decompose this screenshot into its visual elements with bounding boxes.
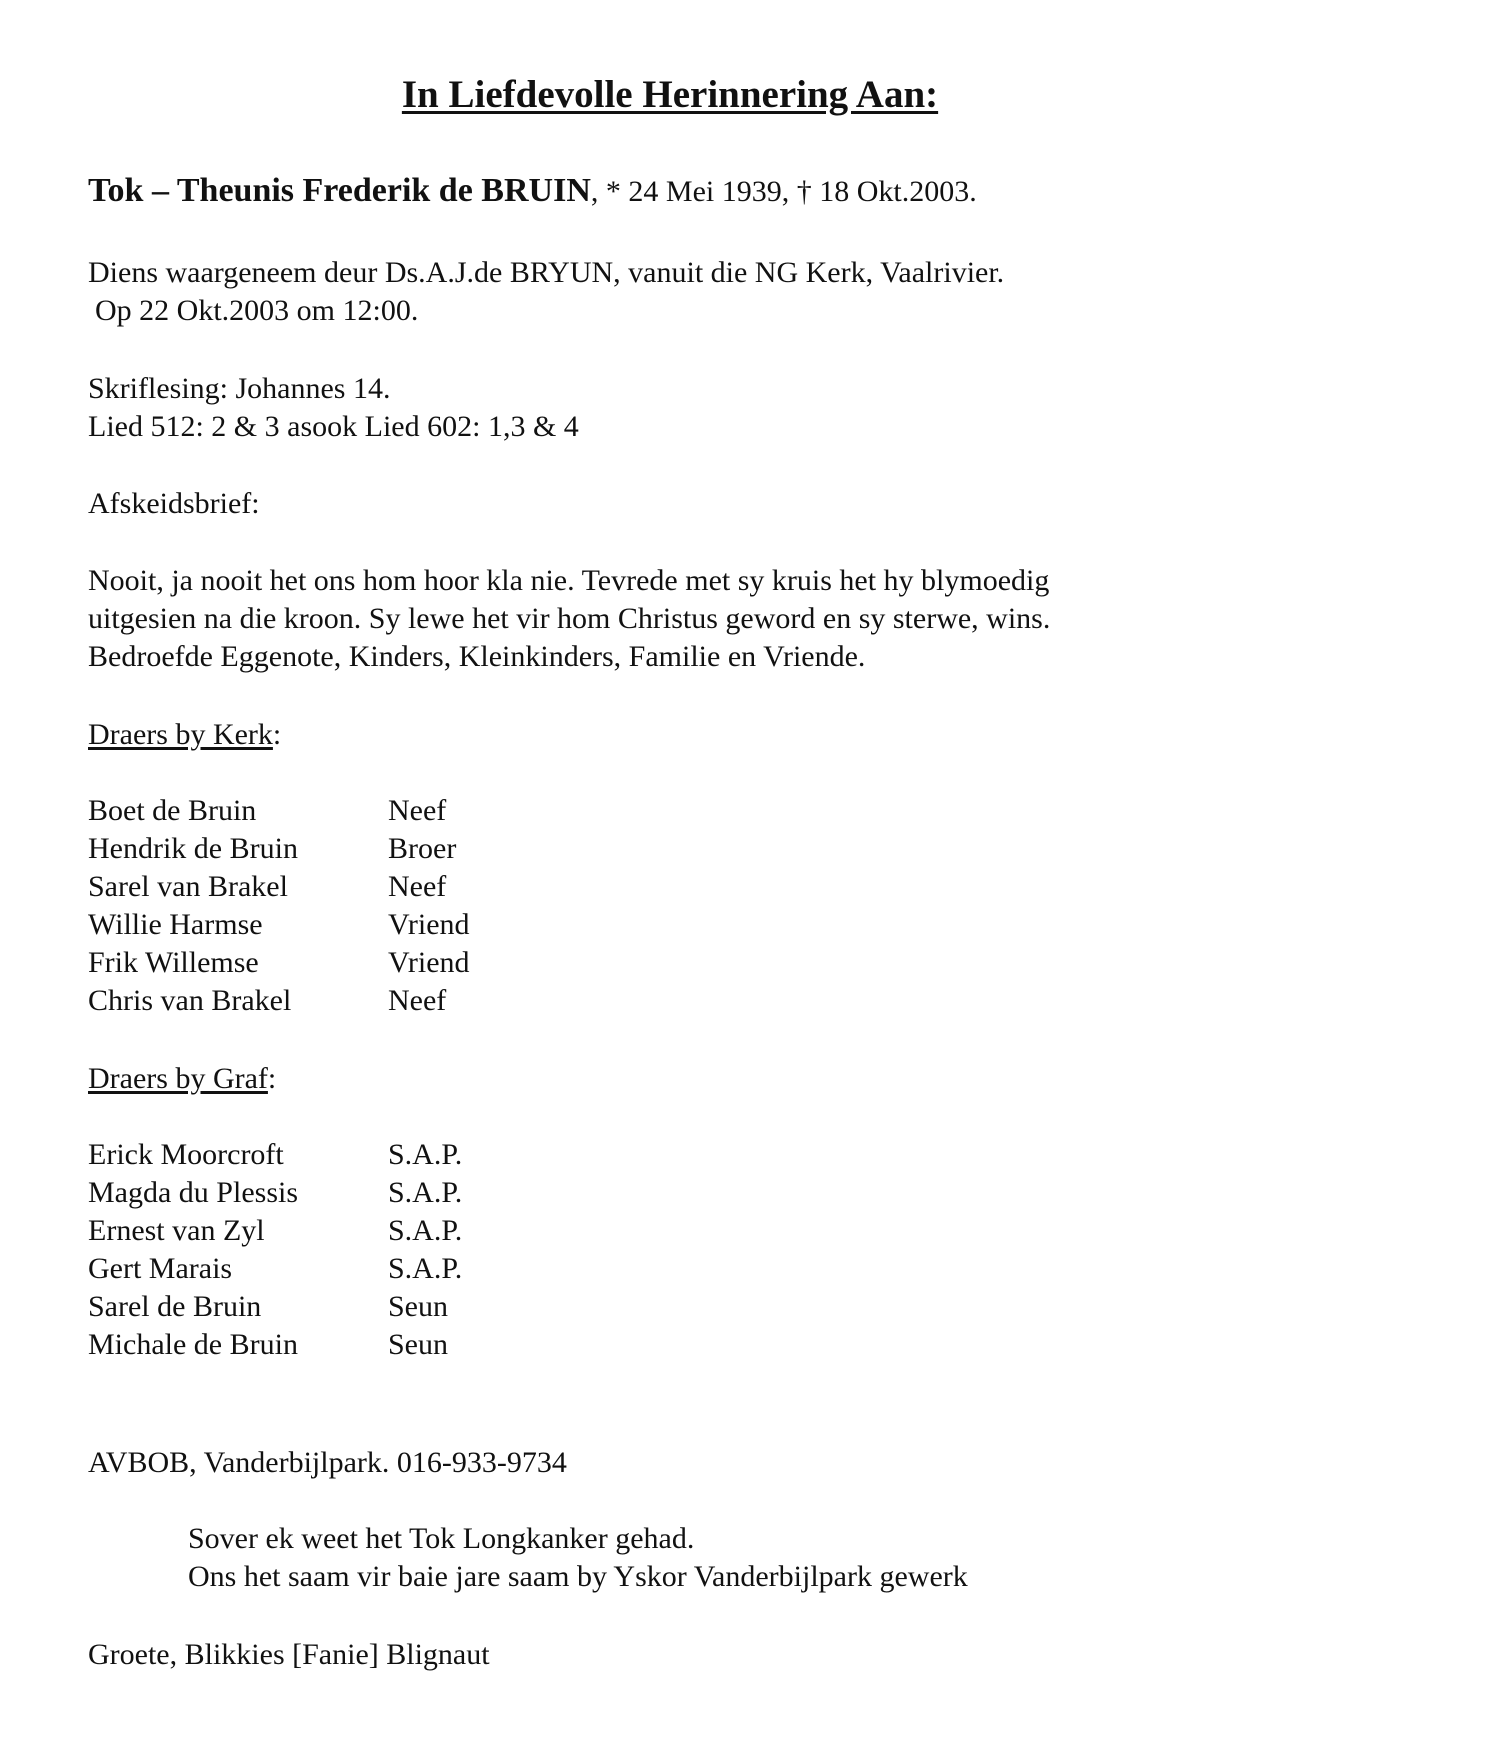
deceased-line: [88, 174, 977, 208]
service-line-1: Diens waargeneem deur Ds.A.J.de BRYUN, vanuit die NG Kerk, Vaalrivier.: [88, 256, 1005, 289]
bearer-relation: Broer: [388, 832, 457, 865]
bearer-relation: Seun: [388, 1290, 448, 1323]
grave-bearers-heading-text: Draers by Graf: [88, 1062, 268, 1095]
church-bearers-heading-text: Draers by Kerk: [88, 718, 273, 751]
list-item: [88, 948, 470, 978]
list-item: [88, 986, 446, 1016]
hymns: Lied 512: 2 & 3 asook Lied 602: 1,3 & 4: [88, 410, 579, 443]
farewell-line-2: uitgesien na die kroon. Sy lewe het vir hom Christus geword en sy sterwe, wins.: [88, 602, 1051, 635]
farewell-line-1: Nooit, ja nooit het ons hom hoor kla nie. Tevrede met sy kruis het hy blymoedig: [88, 564, 1050, 597]
bearer-name: Hendrik de Bruin: [88, 832, 298, 865]
bearer-relation: Neef: [388, 794, 447, 827]
signoff: Groete, Blikkies [Fanie] Blignaut: [88, 1638, 490, 1671]
grave-bearers-heading: [88, 1064, 276, 1094]
bearer-relation: S.A.P.: [388, 1214, 463, 1247]
grave-bearers-heading-colon: :: [267, 1062, 277, 1095]
list-item: [88, 1254, 462, 1284]
list-item: [88, 872, 446, 902]
list-item: [88, 796, 446, 826]
bearer-relation: S.A.P.: [388, 1176, 463, 1209]
note-line-2: Ons het saam vir baie jare saam by Yskor Vanderbijlpark gewerk: [188, 1560, 968, 1593]
funeral-home: AVBOB, Vanderbijlpark. 016-933-9734: [88, 1446, 567, 1479]
farewell-line-3: Bedroefde Eggenote, Kinders, Kleinkinders, Familie en Vriende.: [88, 640, 866, 673]
scripture-reading: Skriflesing: Johannes 14.: [88, 372, 391, 405]
bearer-name: Willie Harmse: [88, 908, 263, 941]
bearer-name: Michale de Bruin: [88, 1328, 298, 1361]
bearer-relation: Neef: [388, 984, 447, 1017]
bearer-relation: S.A.P.: [388, 1252, 463, 1285]
bearer-name: Magda du Plessis: [88, 1176, 298, 1209]
bearer-name: Gert Marais: [88, 1252, 233, 1285]
bearer-relation: Seun: [388, 1328, 448, 1361]
bearer-name: Chris van Brakel: [88, 984, 292, 1017]
service-line-2: Op 22 Okt.2003 om 12:00.: [95, 294, 419, 327]
bearer-name: Sarel van Brakel: [88, 870, 288, 903]
church-bearers-heading: [88, 720, 281, 750]
bearer-name: Boet de Bruin: [88, 794, 257, 827]
bearer-name: Erick Moorcroft: [88, 1138, 284, 1171]
list-item: [88, 910, 470, 940]
bearer-name: Sarel de Bruin: [88, 1290, 262, 1323]
bearer-relation: Vriend: [388, 946, 470, 979]
deceased-dates: , * 24 Mei 1939, † 18 Okt.2003.: [590, 175, 977, 208]
list-item: [88, 1178, 462, 1208]
bearer-name: Ernest van Zyl: [88, 1214, 265, 1247]
farewell-heading: Afskeidsbrief:: [88, 487, 260, 520]
note-line-1: Sover ek weet het Tok Longkanker gehad.: [188, 1522, 695, 1555]
deceased-name: Tok – Theunis Frederik de BRUIN: [88, 172, 591, 209]
bearer-relation: Neef: [388, 870, 447, 903]
list-item: [88, 834, 456, 864]
list-item: [88, 1292, 448, 1322]
bearer-name: Frik Willemse: [88, 946, 259, 979]
bearer-relation: Vriend: [388, 908, 470, 941]
page-title: In Liefdevolle Herinnering Aan:: [401, 73, 939, 116]
list-item: [88, 1216, 462, 1246]
bearer-relation: S.A.P.: [388, 1138, 463, 1171]
church-bearers-heading-colon: :: [272, 718, 282, 751]
list-item: [88, 1330, 448, 1360]
list-item: [88, 1140, 462, 1170]
